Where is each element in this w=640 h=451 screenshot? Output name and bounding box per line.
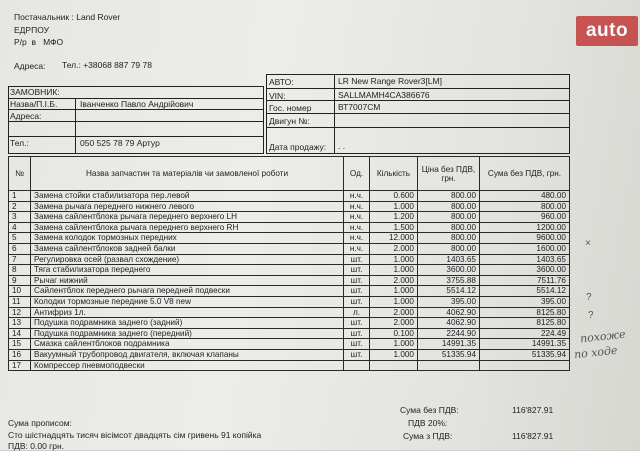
table-row <box>9 349 570 360</box>
row-sum: 960.00 <box>480 212 570 223</box>
row-unit: шт. <box>344 318 370 329</box>
row-sum: 3600.00 <box>480 265 570 276</box>
row-number: 5 <box>9 233 31 244</box>
row-qty: 1.000 <box>370 254 418 265</box>
row-number: 6 <box>9 243 31 254</box>
supplier-label: Постачальник : <box>14 12 74 22</box>
row-number: 4 <box>9 222 31 233</box>
totals-vat-label: ПДВ 20%: <box>408 418 448 428</box>
row-unit: шт. <box>344 265 370 276</box>
row-price: 5514.12 <box>418 286 480 297</box>
row-price: 14991.35 <box>418 339 480 350</box>
row-name: Замена стойки стабилизатора пер.левой <box>31 191 344 202</box>
vehicle-auto-label: АВТО: <box>269 77 294 87</box>
row-name: Компрессер пневмоподвески <box>31 360 344 371</box>
row-sum: 1403.65 <box>480 254 570 265</box>
customer-name-value: Іванченко Павло Андрійович <box>80 99 194 109</box>
table-row <box>9 191 570 202</box>
row-sum: 9600.00 <box>480 233 570 244</box>
row-price: 800.00 <box>418 233 480 244</box>
row-name: Рычаг нижний <box>31 275 344 286</box>
row-number: 7 <box>9 254 31 265</box>
row-unit: шт. <box>344 275 370 286</box>
row-unit: шт. <box>344 339 370 350</box>
row-sum: 1600.00 <box>480 243 570 254</box>
row-qty: 0.600 <box>370 191 418 202</box>
row-sum: 8125.80 <box>480 318 570 329</box>
row-name: Замена сайлентблока рычага переднего верхнего RH <box>31 222 344 233</box>
vehicle-vin-label: VIN: <box>269 91 286 101</box>
row-number: 10 <box>9 286 31 297</box>
row-unit: н.ч. <box>344 243 370 254</box>
row-name: Сайлентблок переднего рычага передней подвески <box>31 286 344 297</box>
row-unit <box>344 360 370 371</box>
customer-address-label: Адреса: <box>10 111 42 121</box>
row-qty: 1.200 <box>370 212 418 223</box>
table-row <box>9 265 570 276</box>
mfo-label: МФО <box>43 37 64 47</box>
supplier-phone: Тел.: +38068 887 79 78 <box>62 60 152 70</box>
table-row <box>9 201 570 212</box>
row-unit: н.ч. <box>344 201 370 212</box>
row-name: Замена колодок тормозных передних <box>31 233 344 244</box>
row-price: 800.00 <box>418 243 480 254</box>
row-number: 8 <box>9 265 31 276</box>
words-vat: ПДВ: 0.00 грн. <box>8 441 65 451</box>
row-qty: 1.000 <box>370 296 418 307</box>
row-unit: шт. <box>344 286 370 297</box>
totals-sum-value: 116'827.91 <box>512 405 554 415</box>
words-label: Сума прописом: <box>8 418 72 428</box>
row-sum: 14991.35 <box>480 339 570 350</box>
row-unit: н.ч. <box>344 222 370 233</box>
table-row <box>9 328 570 339</box>
table-row <box>9 360 570 371</box>
row-number: 2 <box>9 201 31 212</box>
row-sum: 1200.00 <box>480 222 570 233</box>
row-name: Смазка сайлентблоков подрамника <box>31 339 344 350</box>
vehicle-sale-date-value: . . <box>338 141 346 151</box>
row-sum <box>480 360 570 371</box>
row-name: Колодки тормозные передние 5.0 V8 new <box>31 296 344 307</box>
row-qty: 1.000 <box>370 286 418 297</box>
row-qty: 1.000 <box>370 265 418 276</box>
row-price: 1403.65 <box>418 254 480 265</box>
table-row <box>9 222 570 233</box>
row-sum: 5514.12 <box>480 286 570 297</box>
col-header-sum: Сума без ПДВ, грн. <box>480 157 570 191</box>
row-name: Замена сайлентблоков задней балки <box>31 243 344 254</box>
row-sum: 224.49 <box>480 328 570 339</box>
row-price: 4062.90 <box>418 307 480 318</box>
table-row <box>9 243 570 254</box>
handwritten-question-mark-1: ? <box>586 292 592 303</box>
supplier-address-label: Адреса: <box>14 61 46 71</box>
row-unit: шт. <box>344 349 370 360</box>
row-number: 3 <box>9 212 31 223</box>
table-row <box>9 307 570 318</box>
row-name: Регулировка осей (развал схождение) <box>31 254 344 265</box>
row-qty: 2.000 <box>370 318 418 329</box>
row-unit: шт. <box>344 328 370 339</box>
row-price <box>418 360 480 371</box>
handwritten-note-1: похоже <box>579 327 627 346</box>
vehicle-vin-value: SALLMAMH4CA386676 <box>338 90 430 100</box>
row-number: 11 <box>9 296 31 307</box>
row-unit: н.ч. <box>344 233 370 244</box>
row-sum: 800.00 <box>480 201 570 212</box>
row-name: Антифриз 1л. <box>31 307 344 318</box>
row-price: 800.00 <box>418 191 480 202</box>
row-price: 395.00 <box>418 296 480 307</box>
row-unit: н.ч. <box>344 212 370 223</box>
table-row <box>9 212 570 223</box>
table-row <box>9 254 570 265</box>
supplier-line <box>14 12 120 22</box>
row-number: 12 <box>9 307 31 318</box>
row-number: 16 <box>9 349 31 360</box>
row-unit: л. <box>344 307 370 318</box>
row-number: 1 <box>9 191 31 202</box>
table-row <box>9 318 570 329</box>
row-price: 800.00 <box>418 201 480 212</box>
row-qty: 2.000 <box>370 307 418 318</box>
parts-table-body <box>9 191 570 371</box>
row-qty: 2.000 <box>370 275 418 286</box>
row-qty: 1.500 <box>370 222 418 233</box>
table-row <box>9 233 570 244</box>
customer-title: ЗАМОВНИК: <box>10 87 60 97</box>
row-unit: н.ч. <box>344 191 370 202</box>
row-name: Замена рычага переднего нижнего левого <box>31 201 344 212</box>
table-row <box>9 286 570 297</box>
row-sum: 480.00 <box>480 191 570 202</box>
row-price: 51335.94 <box>418 349 480 360</box>
row-sum: 395.00 <box>480 296 570 307</box>
row-qty: 0.100 <box>370 328 418 339</box>
handwritten-question-mark-2: ? <box>588 310 594 321</box>
vehicle-engine-label: Двигун №: <box>269 116 310 126</box>
row-price: 2244.90 <box>418 328 480 339</box>
row-number: 17 <box>9 360 31 371</box>
row-number: 14 <box>9 328 31 339</box>
col-header-unit: Од. <box>344 157 370 191</box>
parts-table <box>8 156 570 371</box>
col-header-num: № <box>9 157 31 191</box>
row-qty: 1.000 <box>370 201 418 212</box>
handwritten-note-2: по ходе <box>573 343 619 362</box>
row-price: 800.00 <box>418 212 480 223</box>
row-qty: 12.000 <box>370 233 418 244</box>
row-qty: 2.000 <box>370 243 418 254</box>
row-name: Вакуумный трубопровод двигателя, включая клапаны <box>31 349 344 360</box>
account-line <box>14 37 63 47</box>
totals-sum-label: Сума без ПДВ: <box>400 405 459 415</box>
row-qty <box>370 360 418 371</box>
totals-total-label: Сума з ПДВ: <box>403 431 453 441</box>
row-qty: 1.000 <box>370 339 418 350</box>
col-header-qty: Кількість <box>370 157 418 191</box>
totals-total-value: 116'827.91 <box>512 431 554 441</box>
words-value: Сто шістнадцять тисяч вісімсот двадцять сім гривень 91 копійка <box>8 430 262 440</box>
row-unit: шт. <box>344 254 370 265</box>
customer-phone-label: Тел.: <box>10 138 29 148</box>
row-price: 3755.88 <box>418 275 480 286</box>
row-number: 9 <box>9 275 31 286</box>
vehicle-auto-value: LR New Range Rover3[LM] <box>338 76 442 86</box>
col-header-name: Назва запчастин та матеріалів чи замовленої роботи <box>31 157 344 191</box>
row-sum: 7511.76 <box>480 275 570 286</box>
row-name: Подушка подрамника заднего (задний) <box>31 318 344 329</box>
account-in: в <box>31 37 37 47</box>
handwritten-x-mark: × <box>585 238 591 249</box>
table-header-row <box>9 157 570 191</box>
row-unit: шт. <box>344 296 370 307</box>
vehicle-sale-date-label: Дата продажу: <box>269 142 327 152</box>
row-sum: 8125.80 <box>480 307 570 318</box>
row-name: Тяга стабилизатора переднего <box>31 265 344 276</box>
row-sum: 51335.94 <box>480 349 570 360</box>
vehicle-plate-label: Гос. номер <box>269 103 312 113</box>
customer-phone-value: 050 525 78 79 Артур <box>80 138 160 148</box>
account-label: Р/р <box>14 37 27 47</box>
col-header-price: Ціна без ПДВ, грн. <box>418 157 480 191</box>
table-row <box>9 275 570 286</box>
edrpou-label: ЕДРПОУ <box>14 25 50 35</box>
row-qty: 1.000 <box>370 349 418 360</box>
row-number: 15 <box>9 339 31 350</box>
customer-name-label: Назва/П.І.Б. <box>10 99 58 109</box>
row-name: Замена сайлентблока рычага переднего верхнего LH <box>31 212 344 223</box>
row-name: Подушка подрамника заднего (передний) <box>31 328 344 339</box>
row-price: 3600.00 <box>418 265 480 276</box>
supplier-value: Land Rover <box>76 12 121 22</box>
auto-watermark-logo: auto <box>576 16 638 46</box>
vehicle-plate-value: ВТ7007СМ <box>338 102 381 112</box>
table-row <box>9 296 570 307</box>
row-price: 4062.90 <box>418 318 480 329</box>
row-number: 13 <box>9 318 31 329</box>
row-price: 800.00 <box>418 222 480 233</box>
table-row <box>9 339 570 350</box>
